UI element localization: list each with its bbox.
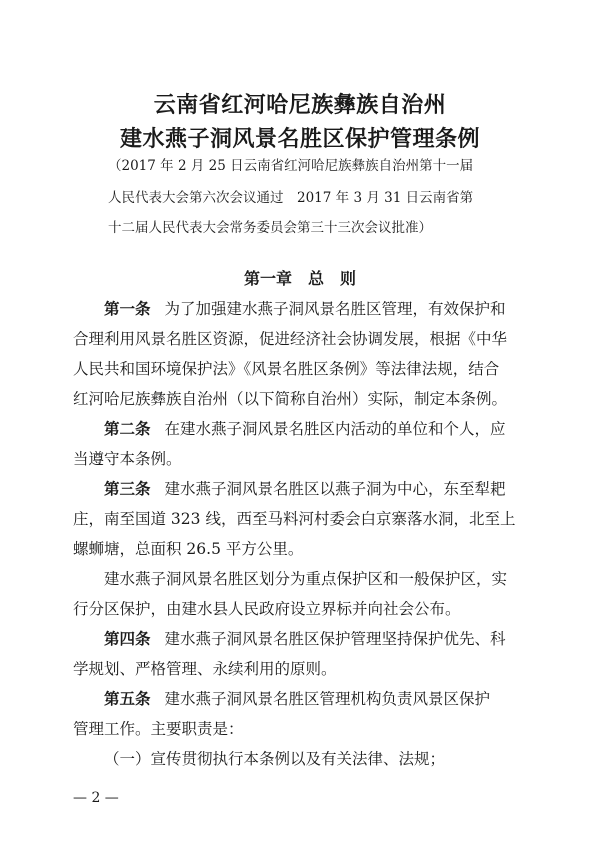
article-5-label: 第五条: [104, 689, 151, 708]
article-3-para2-line-2: 行分区保护，由建水县人民政府设立界标并向社会公布。: [73, 600, 461, 618]
regulation-title: [70, 88, 530, 156]
article-5-line-1: [104, 688, 490, 710]
article-1-line-2: 合理利用风景名胜区资源，促进经济社会协调发展，根据《中华: [73, 330, 508, 348]
adoption-note-line-1: （2017 年 2 月 25 日云南省红河哈尼族彝族自治州第十一届: [108, 158, 474, 174]
article-1-text-1: 为了加强建水燕子洞风景名胜区管理，有效保护和: [164, 300, 506, 318]
article-2-label: 第二条: [104, 419, 151, 438]
article-1-line-1: [104, 298, 506, 320]
title-line-2: 建水燕子洞风景名胜区保护管理条例: [119, 126, 480, 152]
title-line-1: 云南省红河哈尼族彝族自治州: [153, 92, 447, 118]
article-1-line-3: 人民共和国环境保护法》《风景名胜区条例》等法律法规，结合: [73, 360, 500, 378]
article-5-line-2: 管理工作。主要职责是：: [73, 720, 244, 738]
adoption-note-line-2: 人民代表大会第六次会议通过 2017 年 3 月 31 日云南省第: [108, 190, 474, 206]
page-number: — 2 —: [73, 790, 119, 806]
article-4-line-2: 学规划、严格管理、永续利用的原则。: [73, 660, 337, 678]
article-3-line-3: 螺蛳塘，总面积 26.5 平方公里。: [73, 540, 304, 558]
article-2-line-1: [104, 418, 506, 440]
adoption-note-line-3: 十二届人民代表大会常务委员会第三十三次会议批准）: [108, 220, 432, 236]
article-5-text-1: 建水燕子洞风景名胜区管理机构负责风景区保护: [164, 690, 491, 708]
article-2-text-1: 在建水燕子洞风景名胜区内活动的单位和个人，应: [164, 420, 506, 438]
article-3-para2-line-1: 建水燕子洞风景名胜区划分为重点保护区和一般保护区，实: [104, 570, 508, 588]
article-4-label: 第四条: [104, 629, 151, 648]
article-3-label: 第三条: [104, 479, 151, 498]
article-5-item-1: （一）宣传贯彻执行本条例以及有关法律、法规；: [104, 750, 446, 768]
article-3-text-1: 建水燕子洞风景名胜区以燕子洞为中心，东至犁耙: [164, 480, 506, 498]
article-2-line-2: 当遵守本条例。: [73, 450, 182, 468]
chapter-heading: 第一章 总 则: [243, 269, 356, 288]
article-1-line-4: 红河哈尼族彝族自治州（以下简称自治州）实际，制定本条例。: [73, 390, 508, 408]
article-4-text-1: 建水燕子洞风景名胜区保护管理坚持保护优先、科: [164, 630, 506, 648]
article-3-line-1: [104, 478, 506, 500]
article-4-line-1: [104, 628, 506, 650]
article-3-line-2: 庄，南至国道 323 线，西至马料河村委会白京寨落水洞，北至上: [73, 510, 516, 528]
article-1-label: 第一条: [104, 299, 151, 318]
